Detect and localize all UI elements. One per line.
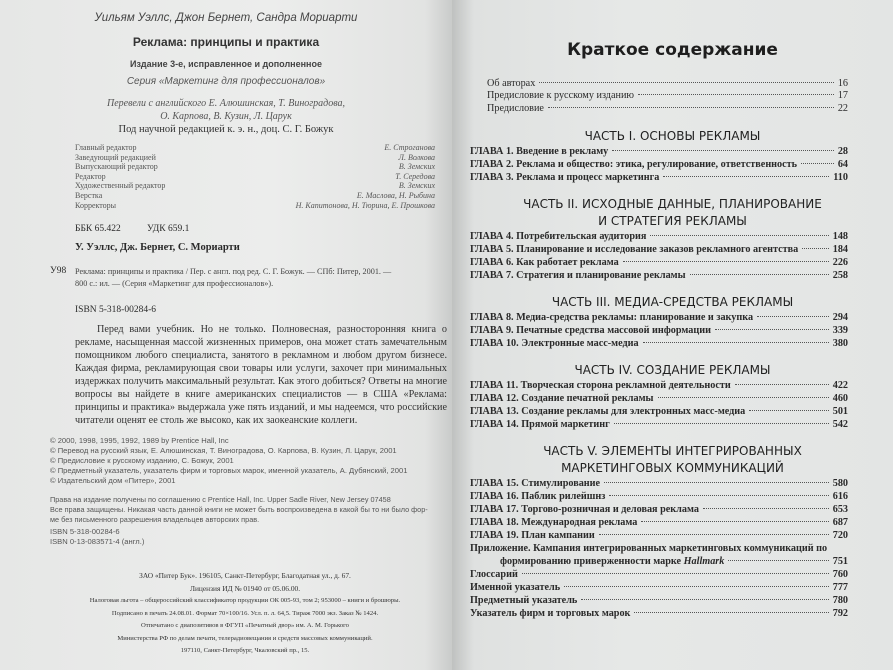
staff-role: Выпускающий редактор (75, 162, 158, 172)
annotation: Перед вами учебник. Но не только. Полновесная, разносторонняя книга о рекламе, насыщенная массой жизненных примеров, она может стать замечательным помощником любого специалиста, занятого в рекламном и любом другом бизнесе. Каждая фирма, рекламирующая свои товары или услуги, захочет при минимальных издержках получить максимальный результат. Как этого добиться? Ответы на многие вопросы вы найдете в книге американских специалистов — в США «Реклама: принципы и практика» выдержала уже пять изданий, и мы надеемся, что российские читатели оценят ее столь же высоко, как их заокеанские коллеги. (75, 324, 447, 426)
toc-entry[interactable] (470, 231, 848, 242)
toc-entry[interactable] (470, 146, 848, 157)
toc-entry[interactable] (470, 159, 848, 170)
dot-leader (614, 423, 829, 424)
part-heading: ЧАСТЬ IV. СОЗДАНИЕ РЕКЛАМЫ (574, 362, 771, 377)
toc-entry[interactable] (470, 595, 848, 606)
imprint (60, 570, 430, 658)
toc-entry-label: ГЛАВА 13. Создание рекламы для электронных масс-медиа (470, 405, 746, 417)
dot-leader (658, 397, 829, 398)
toc-entry-label: ГЛАВА 5. Планирование и исследование заказов рекламного агентства (470, 243, 799, 255)
toc-entry-label: Указатель фирм и торговых марок (470, 607, 631, 619)
toc-entry-page: 653 (832, 503, 848, 515)
imprint-line: 197110, Санкт-Петербург, Чкаловский пр., 15. (180, 647, 310, 654)
toc-entry[interactable] (470, 582, 848, 593)
toc-entry (500, 556, 848, 567)
staff-name: Л. Волкова (398, 152, 435, 162)
toc-entry-page: 339 (832, 324, 848, 336)
authors: Уильям Уэллс, Джон Бернет, Сандра Мориарти (94, 12, 358, 24)
staff-row (75, 201, 435, 210)
toc-entry-page: 380 (832, 337, 848, 349)
staff-role: Редактор (75, 171, 106, 181)
staff-role: Верстка (75, 191, 103, 200)
toc-entry-page: 148 (832, 230, 848, 242)
staff-role: Корректоры (75, 200, 117, 210)
appendix-brand: Hallmark (683, 555, 725, 567)
toc-entry[interactable] (470, 172, 848, 183)
imprint-line: Министерства РФ по делам печати, телерадиовещания и средств массовых коммуникаций. (117, 634, 373, 642)
staff-row (75, 191, 435, 200)
toc-entry-label: ГЛАВА 6. Как работает реклама (470, 256, 619, 268)
edition: Издание 3-е, исправленное и дополненное (129, 59, 322, 69)
part-heading: МАРКЕТИНГОВЫХ КОММУНИКАЦИЙ (561, 460, 784, 475)
copyright-line: © Издательский дом «Питер», 2001 (50, 476, 176, 485)
dot-leader (564, 586, 829, 587)
staff-row (75, 172, 435, 181)
dot-leader (715, 329, 829, 330)
staff-row (75, 162, 435, 171)
toc-entry-label: ГЛАВА 9. Печатные средства массовой информации (470, 324, 711, 336)
rights-line-3: ме без письменного разрешения владельцев авторских прав. (50, 515, 260, 524)
toc-entry-label: ГЛАВА 18. Международная реклама (470, 516, 638, 528)
copyright-line: © 2000, 1998, 1995, 1992, 1989 by Prentice Hall, Inc (50, 436, 229, 445)
toc-entry-page: 64 (837, 158, 848, 170)
staff-name: В. Земских (398, 162, 435, 172)
toc-entry-page: 720 (832, 529, 848, 541)
dot-leader (581, 599, 828, 600)
toc-entry-page: 17 (837, 90, 848, 102)
toc-entry[interactable] (470, 491, 848, 502)
toc-entry-label: ГЛАВА 11. Творческая сторона рекламной деятельности (470, 379, 731, 391)
toc-entry-label: ГЛАВА 14. Прямой маркетинг (470, 418, 610, 430)
toc-entry-page: 460 (832, 392, 848, 404)
toc-entry-label: Предисловие (487, 102, 544, 114)
authors-short: У. Уэллс, Дж. Бернет, С. Мориарти (75, 242, 240, 253)
toc-entry-page: 687 (832, 516, 848, 528)
staff-row (75, 181, 435, 190)
translators-1: Перевели с английского Е. Алюшинская, Т. Виноградова, (106, 98, 346, 109)
toc-entry-label: ГЛАВА 17. Торгово-розничная и деловая реклама (470, 503, 699, 515)
part-heading: ЧАСТЬ I. ОСНОВЫ РЕКЛАМЫ (584, 128, 761, 143)
toc-entry-page: 580 (832, 477, 848, 489)
translators-2: О. Карпова, В. Кузин, Л. Царук (160, 111, 292, 122)
bbk: ББК 65.422 (75, 224, 121, 234)
toc-entry[interactable] (487, 90, 848, 101)
copyrights (50, 436, 407, 486)
staff-name: Н. Капитонова, Н. Тюрина, Е. Прошкова (295, 200, 435, 210)
toc-entry-label: ГЛАВА 8. Медиа-средства рекламы: планирование и закупка (470, 311, 754, 323)
dot-leader (612, 150, 834, 151)
imprint-line: Лицензия ИД № 01940 от 05.06.00. (189, 583, 301, 593)
toc-entry-page: 422 (832, 379, 848, 391)
isbn: ISBN 5-318-00284-6 (75, 305, 157, 315)
dot-leader (609, 495, 828, 496)
toc-entry-page: 751 (832, 555, 848, 567)
toc-entry-label: Предметный указатель (470, 594, 578, 606)
dot-leader (703, 508, 829, 509)
toc-entry[interactable] (470, 338, 848, 349)
toc-entry-label: ГЛАВА 2. Реклама и общество: этика, регулирование, ответственность (470, 158, 798, 170)
imprint-line: Подписано в печать 24.08.01. Формат 70×100/16. Усл. п. л. 64,5. Тираж 7000 экз. Заказ № 1424. (111, 609, 379, 617)
rights (50, 495, 428, 525)
toc-entry-label: ГЛАВА 19. План кампании (470, 529, 595, 541)
toc-entry-page: 542 (832, 418, 848, 430)
dot-leader (634, 612, 828, 613)
staff-row (75, 153, 435, 162)
toc-entry-label: ГЛАВА 12. Создание печатной рекламы (470, 392, 654, 404)
toc-entry-label: ГЛАВА 7. Стратегия и планирование рекламы (470, 269, 686, 281)
toc-entry-page: 294 (832, 311, 848, 323)
toc-entry-label: ГЛАВА 15. Стимулирование (470, 477, 601, 489)
dot-leader (735, 384, 829, 385)
appendix-line-1: Приложение. Кампания интегрированных маркетинговых коммуникаций по (470, 542, 828, 554)
toc-entry-page: 258 (832, 269, 848, 281)
toc-entry[interactable] (470, 478, 848, 489)
dot-leader (623, 261, 829, 262)
book-title: Реклама: принципы и практика (132, 35, 320, 49)
biblio-line-1: Реклама: принципы и практика / Пер. с англ. под ред. С. Г. Божук. — СПб: Питер, 2001. — (75, 267, 392, 276)
toc-entry-label (500, 556, 724, 567)
udk: УДК 659.1 (147, 224, 190, 234)
rights-line-1: Права на издание получены по соглашению с Prentice Hall, Inc. Upper Sadle River, New Jersey 07458 (50, 495, 391, 504)
toc-entry-label: ГЛАВА 4. Потребительская аудитория (470, 230, 647, 242)
dot-leader (801, 163, 834, 164)
scientific-editor: Под научной редакцией к. э. н., доц. С. Г. Божук (118, 124, 334, 135)
staff-name: Т. Середова (395, 171, 435, 181)
dot-leader (599, 534, 829, 535)
staff-row (75, 143, 435, 152)
dot-leader (728, 560, 828, 561)
part-heading: ЧАСТЬ V. ЭЛЕМЕНТЫ ИНТЕГРИРОВАННЫХ (543, 443, 802, 458)
staff-name: В. Земских (398, 181, 435, 191)
isbn-ru: ISBN 5-318-00284-6 (50, 527, 120, 536)
toc-entry[interactable] (470, 325, 848, 336)
isbn-en: ISBN 0-13-083571-4 (англ.) (50, 537, 145, 546)
dot-leader (757, 316, 829, 317)
toc-entry[interactable] (470, 569, 848, 580)
staff-name: Е. Маслова, Н. Рыбина (356, 191, 435, 200)
toc-entry[interactable] (470, 270, 848, 281)
toc-entry[interactable] (470, 380, 848, 391)
toc-entry[interactable] (470, 530, 848, 541)
toc-entry[interactable] (470, 517, 848, 528)
toc-entry-label: Именной указатель (470, 581, 561, 593)
toc-entry-page: 777 (832, 581, 848, 593)
part-heading: ЧАСТЬ III. МЕДИА-СРЕДСТВА РЕКЛАМЫ (551, 294, 794, 309)
copyright-line: © Перевод на русский язык, Е. Алюшинская, Т. Виноградова, О. Карпова, В. Кузин, Л. Царук, 2001 (50, 446, 397, 455)
toc-entry-page: 780 (832, 594, 848, 606)
toc-entry-label: ГЛАВА 3. Реклама и процесс маркетинга (470, 171, 660, 183)
imprint-line: ЗАО «Питер Бук». 196105, Санкт-Петербург, Благодатная ул., д. 67. (139, 571, 351, 580)
copyright-line: © Предметный указатель, указатель фирм и торговых марок, именной указатель, А. Дубянский, 2001 (50, 466, 408, 475)
toc-entry[interactable] (470, 504, 848, 515)
dot-leader (650, 235, 828, 236)
toc-entry-page: 501 (832, 405, 848, 417)
toc-entry-page: 184 (832, 243, 848, 255)
biblio-line-2: 800 с.: ил. — (Серия «Маркетинг для профессионалов»). (75, 279, 274, 288)
catalog-code: У98 (50, 266, 67, 276)
dot-leader (641, 521, 828, 522)
appendix-line-2: формированию приверженности марке (500, 555, 684, 567)
dot-leader (604, 482, 829, 483)
toc-entry[interactable] (487, 103, 848, 114)
dot-leader (690, 274, 829, 275)
toc-entry-label: ГЛАВА 1. Введение в рекламу (470, 145, 609, 157)
toc-entry-label: Предисловие к русскому изданию (487, 90, 635, 102)
dot-leader (749, 410, 828, 411)
toc-entry[interactable] (470, 312, 848, 323)
toc-entry-label: ГЛАВА 10. Электронные масс-медиа (470, 337, 639, 349)
toc-entry[interactable] (487, 78, 848, 89)
toc-entry[interactable] (470, 419, 848, 430)
series: Серия «Маркетинг для профессионалов» (126, 76, 326, 87)
staff-name: Е. Строганова (384, 143, 435, 152)
toc-entry[interactable] (470, 608, 848, 619)
rights-line-2: Все права защищены. Никакая часть данной книги не может быть воспроизведена в какой бы то ни было фор- (50, 505, 428, 514)
toc-entry-page: 760 (832, 568, 848, 580)
part-heading: И СТРАТЕГИЯ РЕКЛАМЫ (598, 213, 747, 228)
staff-role: Главный редактор (75, 143, 137, 152)
imprint-line: Отпечатано с диапозитивов в ФГУП «Печатный двор» им. А. М. Горького (141, 622, 349, 629)
dot-leader (663, 176, 829, 177)
toc-entry[interactable] (470, 393, 848, 404)
toc-entry-page: 110 (833, 171, 848, 183)
part-heading: ЧАСТЬ II. ИСХОДНЫЕ ДАННЫЕ, ПЛАНИРОВАНИЕ (523, 196, 822, 211)
toc-entry-page: 226 (832, 256, 848, 268)
dot-leader (548, 107, 834, 108)
staff-role: Художественный редактор (75, 181, 166, 191)
toc-entry-label: Об авторах (487, 78, 536, 89)
toc-entry-label: ГЛАВА 16. Паблик рилейшнз (470, 490, 606, 502)
toc-entry-page: 16 (837, 78, 848, 89)
dot-leader (638, 94, 834, 95)
dot-leader (802, 248, 828, 249)
toc-entry-page: 28 (837, 145, 848, 157)
dot-leader (539, 82, 834, 83)
toc-entry-label: Глоссарий (470, 568, 518, 580)
copyright-line: © Предисловие к русскому изданию, С. Божук, 2001 (50, 456, 234, 465)
toc-entry-page: 616 (832, 490, 848, 502)
toc-title: Краткое содержание (567, 40, 778, 60)
toc-entry[interactable] (470, 257, 848, 268)
dot-leader (522, 573, 829, 574)
toc-entry[interactable] (470, 244, 848, 255)
toc-entry-page: 792 (832, 607, 848, 619)
staff-role: Заведующий редакцией (75, 152, 156, 162)
imprint-line: Налоговая льгота – общероссийский классификатор продукции ОК 005-93, том 2; 953000 – книги и брошюры. (89, 597, 401, 604)
toc-entry[interactable] (470, 406, 848, 417)
dot-leader (643, 342, 829, 343)
toc-entry-page: 22 (837, 102, 848, 114)
